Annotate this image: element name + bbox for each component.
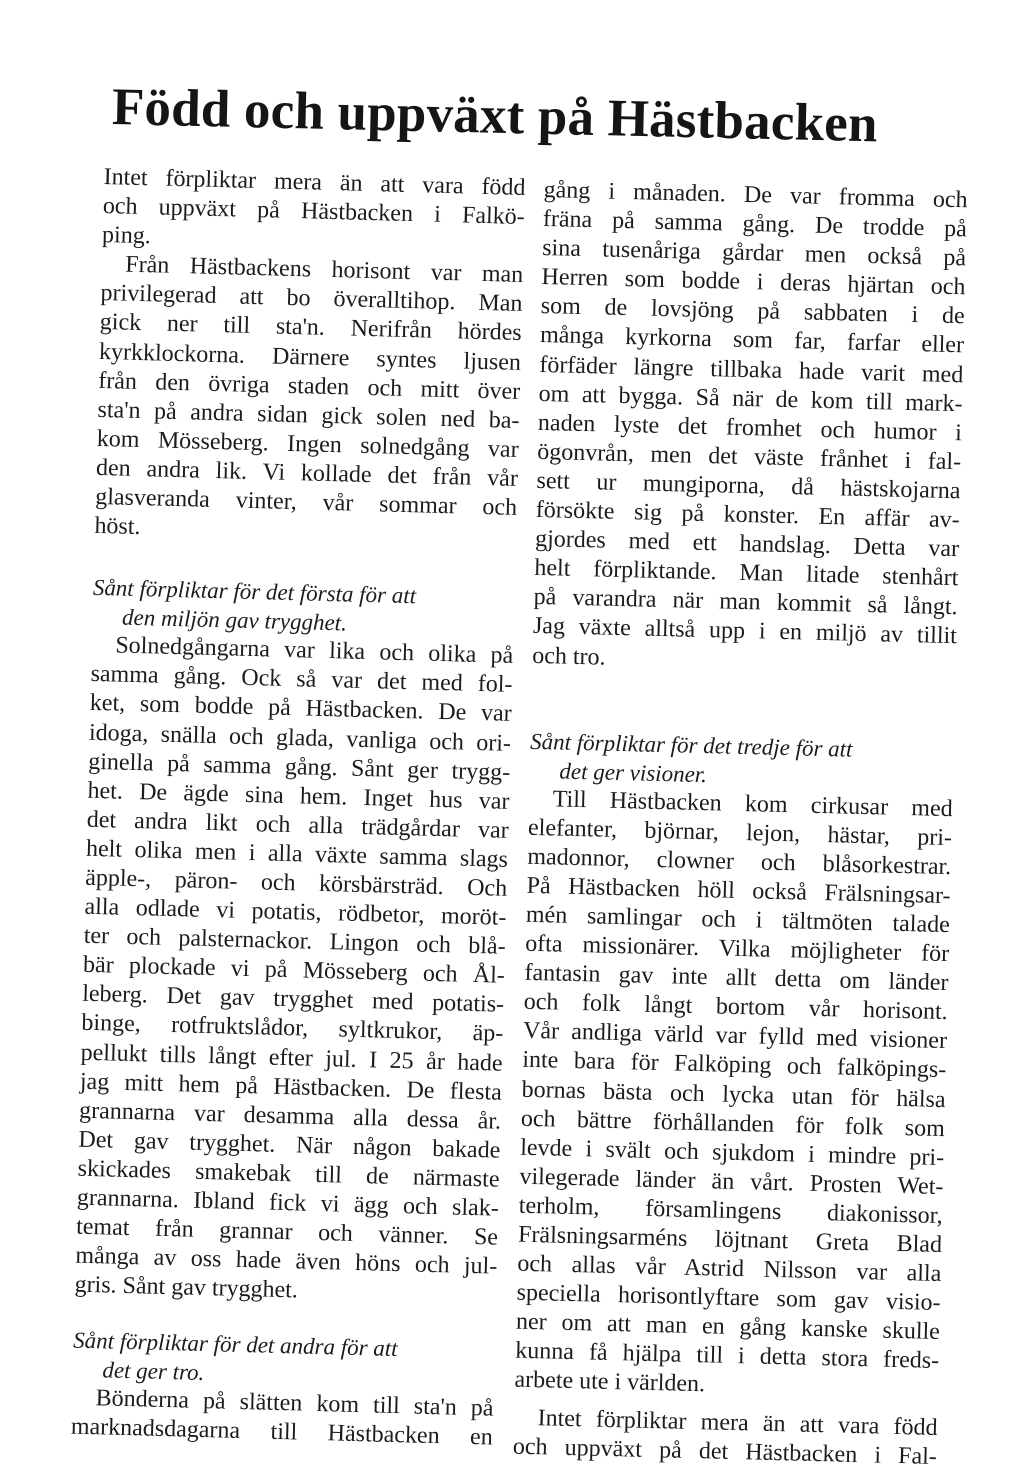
text-line: gång i månaden. De var fromma och (543, 176, 968, 214)
text-line: helt förpliktande. Man litade stenhårt (534, 555, 959, 592)
article-title: Född och uppväxt på Hästbacken (111, 78, 879, 154)
text-line: inte bara för Falköping och falköpings- (522, 1047, 947, 1084)
text-line: den andra lik. Vi kollade det från vår (95, 454, 519, 492)
text-line: på varandra när man kommit så långt. (533, 584, 958, 621)
text-line: gick ner till sta'n. Nerifrån hördes (99, 309, 523, 347)
text-line: ket, som bodde på Hästbacken. De var (89, 690, 513, 728)
text-line: ögonvrån, men det väste frånhet i fal- (536, 438, 962, 476)
paragraph (71, 1384, 494, 1453)
text-line: ter och palsternackor. Lingon och blå- (83, 922, 506, 960)
paragraph (513, 1403, 938, 1472)
text-line: ping. (101, 222, 152, 250)
text-line: vilegerade länder än vårt. Prosten Wet- (519, 1163, 944, 1200)
text-line: Jag växte alltså upp i en miljö av tillit (532, 613, 958, 650)
text-line: bornas bästa och lycka utan för hälsa (521, 1076, 946, 1113)
text-line: mén samlingar och i tältmöten talade (525, 901, 951, 939)
text-line: och allas vår Astrid Nilsson var alla (517, 1250, 942, 1288)
text-line: grannarna var desamma alla dessa år. (78, 1097, 502, 1135)
left-column (71, 163, 526, 1453)
text-line: speciella horisontlyftare som gav visio- (516, 1279, 941, 1317)
text-line: och bättre förhållanden för folk som (520, 1105, 946, 1142)
text-line: elefanter, björnar, lejon, hästar, pri- (527, 814, 953, 851)
text-line: pellukt tills långt efter jul. I 25 år hade (80, 1039, 503, 1077)
text-line: madonnor, clowner och blåsorkestrar. (527, 843, 952, 880)
text-line: samma gång. Ock så var det med fol- (90, 661, 513, 699)
text-line: ner om att man en gång kanske skulle (515, 1308, 941, 1346)
text-line: alla odlade vi potatis, rödbetor, moröt- (84, 893, 507, 931)
text-line: fräna på samma gång. De trodde på (542, 206, 968, 243)
text-line: och tro. (531, 642, 606, 671)
paragraph (74, 631, 513, 1311)
text-line: binge, rotfruktslådor, syltkrukor, äp- (81, 1010, 504, 1048)
text-line: från den övriga staden och mitt över (97, 367, 521, 405)
heading-line: Sånt förpliktar för det första för att (92, 575, 417, 609)
text-line: som de lovsjöng på sabbaten i de (540, 293, 966, 330)
text-line: levde i svält och sjukdom i mindre pri- (519, 1134, 945, 1171)
text-line: idoga, snälla och glada, vanliga och ori- (88, 719, 512, 757)
heading-line: den miljön gav trygghet. (121, 604, 348, 636)
text-line: om att bygga. Så när de kom till mark- (538, 380, 963, 417)
text-line: skickades smakebak till de närmaste (77, 1155, 500, 1193)
text-line: och folk långt bortom vår horisont. (523, 989, 949, 1026)
heading-line: Sånt förpliktar för det tredje för att (529, 728, 853, 762)
text-line: sta'n på andra sidan gick solen ned ba- (97, 396, 520, 434)
heading-line: det ger tro. (102, 1357, 205, 1386)
text-line: privilegerad att bo överalltihop. Man (100, 280, 523, 318)
text-line: naden lyste det fromhet och humor i (537, 409, 963, 447)
heading-line: det ger visioner. (559, 758, 708, 787)
text-line: höst. (94, 513, 141, 541)
text-line: kunna få hjälpa till i detta stora freds- (514, 1338, 940, 1375)
text-line: På Hästbacken höll också Frälsningsar- (526, 872, 951, 910)
text-line: sett ur mungiporna, då hästskojarna (536, 467, 961, 505)
text-line: leberg. Det gav trygghet med potatis- (81, 981, 505, 1019)
text-line: kyrkklockorna. Därnere syntes ljusen (98, 338, 522, 376)
text-line: Intet förpliktar mera än att vara född (103, 163, 526, 202)
text-line: Det gav trygghet. När någon bakade (78, 1126, 501, 1164)
text-line: marknadsdagarna till Hästbacken en (70, 1414, 494, 1452)
text-line: bär plockade vi på Mösseberg och Ål- (82, 951, 506, 990)
text-line: Solnedgångarna var lika och olika på (115, 632, 514, 670)
text-line: och uppväxt på Hästbacken i Falkö- (102, 193, 526, 231)
text-line: Till Hästbacken kom cirkusar med (552, 785, 953, 822)
right-column (513, 176, 968, 1472)
text-line: ofta missionärer. Vilka möjligheter för (524, 930, 950, 968)
text-line: gris. Sånt gav trygghet. (74, 1271, 299, 1304)
text-line: ginella på samma gång. Sånt ger trygg- (87, 748, 511, 786)
text-line: det andra likt och alla trädgårdar var (86, 806, 510, 844)
paragraph (102, 163, 526, 261)
text-line: Från Hästbackens horisont var man (125, 251, 524, 289)
text-line: arbete ute i världen. (514, 1367, 706, 1398)
text-line: Herren som bodde i deras hjärtan och (541, 264, 966, 301)
text-line: försökte sig på konster. En affär av- (535, 496, 961, 534)
text-line: och uppväxt på det Hästbacken i Fal- (512, 1433, 938, 1470)
text-line: Frälsningsarméns löjtnant Greta Blad (517, 1221, 943, 1259)
text-line: gjordes med ett handslag. Detta var (534, 526, 960, 563)
text-line: många kyrkorna som far, farfar eller (539, 322, 965, 359)
text-line: Vår andliga värld var fylld med visioner (522, 1018, 948, 1055)
text-line: många av oss hade även höns och jul- (75, 1242, 498, 1280)
section-heading (529, 726, 954, 794)
paragraph (514, 784, 953, 1405)
text-line: äpple-, päron- och körsbärsträd. Och (84, 864, 508, 902)
text-line: grannarna. Ibland fick vi ägg och slak- (76, 1184, 500, 1222)
text-line: fantasin gav inte allt detta om länder (524, 959, 949, 997)
text-line: Intet förpliktar mera än att vara född (537, 1404, 938, 1441)
text-line: Bönderna på slätten kom till sta'n på (95, 1385, 494, 1422)
heading-line: Sånt förpliktar för det andra för att (72, 1327, 398, 1362)
paragraph (94, 250, 523, 552)
text-line: sina tusenåriga gårdar men också på (541, 235, 967, 272)
text-line: het. De ägde sina hem. Inget hus var (87, 777, 510, 815)
text-line: glasveranda vinter, vår sommar och (94, 483, 518, 521)
text-line: terholm, församlingens diakonissor, (518, 1192, 944, 1229)
text-line: helt olika men i alla växte samma slags (85, 835, 509, 873)
text-line: kom Mösseberg. Ingen solnedgång var (96, 425, 519, 463)
paragraph (532, 176, 968, 681)
text-line: temat från grannar och vänner. Se (75, 1213, 499, 1251)
text-line: jag mitt hem på Hästbacken. De flesta (79, 1068, 503, 1106)
text-line: förfäder längre tillbaka hade varit med (539, 351, 964, 388)
